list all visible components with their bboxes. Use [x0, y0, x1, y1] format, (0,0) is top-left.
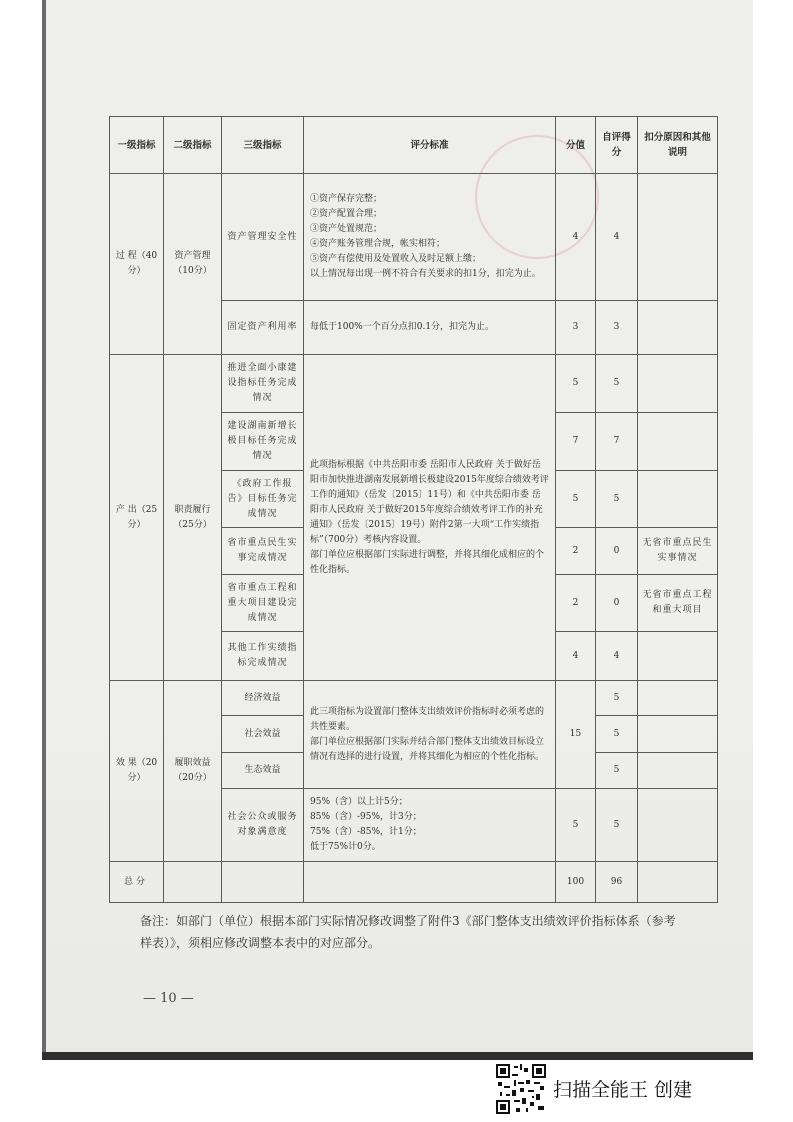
header-self-score: 自评得分 [596, 117, 638, 174]
header-level2: 二级指标 [164, 117, 222, 174]
level3-cell: 固定资产利用率 [222, 301, 304, 355]
remark-cell [638, 632, 718, 681]
empty-cell [304, 862, 556, 903]
remark-cell [638, 413, 718, 471]
self-score-cell: 5 [596, 355, 638, 413]
self-score-cell: 3 [596, 301, 638, 355]
remark-cell [638, 301, 718, 355]
self-score-cell: 5 [596, 471, 638, 528]
header-score: 分值 [556, 117, 596, 174]
table-row [110, 174, 718, 301]
criteria-cell [304, 681, 556, 789]
header-remark: 扣分原因和其他说明 [638, 117, 718, 174]
score-cell: 2 [556, 528, 596, 575]
criteria-cell: 每低于100%一个百分点扣0.1分，扣完为止。 [304, 301, 556, 355]
level1-effect: 效 果（20分） [110, 681, 164, 862]
level3-cell: 生态效益 [222, 753, 304, 789]
self-score-cell: 5 [596, 789, 638, 862]
level3-cell: 《政府工作报告》目标任务完成情况 [222, 471, 304, 528]
scanner-watermark: 扫描全能王 创建 [553, 1079, 693, 1101]
level2-duty-benefit: 履职效益（20分） [164, 681, 222, 862]
level2-duty-performance: 职责履行（25分） [164, 355, 222, 681]
level3-cell: 资产管理安全性 [222, 174, 304, 301]
footnote: 备注：如部门（单位）根据本部门实际情况修改调整了附件3《部门整体支出绩效评价指标体系（参考样表）》，须相应修改调整本表中的对应部分。 [140, 914, 676, 950]
empty-cell [164, 862, 222, 903]
remark-cell [638, 716, 718, 753]
header-row [110, 117, 718, 174]
evaluation-table [109, 116, 718, 903]
score-cell: 4 [556, 174, 596, 301]
criteria-cell [304, 355, 556, 681]
level3-cell: 其他工作实绩指标完成情况 [222, 632, 304, 681]
level3-cell: 经济效益 [222, 681, 304, 716]
level2-asset-management: 资产管理（10分） [164, 174, 222, 355]
level1-process: 过 程（40分） [110, 174, 164, 355]
self-score-cell: 0 [596, 528, 638, 575]
level3-cell: 建设湖南新增长极目标任务完成情况 [222, 413, 304, 471]
score-cell: 15 [556, 681, 596, 789]
empty-cell [222, 862, 304, 903]
scan-left-shadow [42, 0, 46, 1060]
self-score-cell: 5 [596, 716, 638, 753]
empty-cell [638, 862, 718, 903]
page-number: — 10 — [143, 991, 194, 1006]
table-row [110, 681, 718, 716]
level1-output: 产 出（25分） [110, 355, 164, 681]
total-score: 100 [556, 862, 596, 903]
header-level1: 一级指标 [110, 117, 164, 174]
criteria-text: 此三项指标为设置部门整体支出绩效评价指标时必须考虑的共性要素。 部门单位应根据部门实际并结合部门整体支出绩效目标设立情况有选择的进行设置，并将其细化为相应的个性化指标。 [310, 706, 545, 762]
qr-code-icon [496, 1064, 546, 1114]
criteria-text: ①资产保存完整； ②资产配置合理； ③资产处置规范； ④资产账务管理合规，帐实相符； ⑤资产有偿使用及处置收入及时足额上缴； 以上情况每出现一例不符合有关要求的扣1分，扣完为止。 [310, 194, 541, 279]
level3-cell: 社会公众或服务对象满意度 [222, 789, 304, 862]
total-label: 总 分 [110, 862, 164, 903]
header-level3: 三级指标 [222, 117, 304, 174]
remark-cell: 无省市重点工程和重大项目 [638, 575, 718, 632]
remark-cell [638, 753, 718, 789]
score-cell: 5 [556, 355, 596, 413]
level3-cell: 推进全面小康建设指标任务完成情况 [222, 355, 304, 413]
level3-cell: 省市重点民生实事完成情况 [222, 528, 304, 575]
self-score-cell: 4 [596, 174, 638, 301]
self-score-cell: 5 [596, 681, 638, 716]
remark-cell [638, 681, 718, 716]
remark-cell [638, 471, 718, 528]
level3-cell: 省市重点工程和重大项目建设完成情况 [222, 575, 304, 632]
header-criteria: 评分标准 [304, 117, 556, 174]
score-cell: 5 [556, 471, 596, 528]
remark-cell: 无省市重点民生实事情况 [638, 528, 718, 575]
self-score-cell: 0 [596, 575, 638, 632]
total-self-score: 96 [596, 862, 638, 903]
remark-cell [638, 174, 718, 301]
score-cell: 7 [556, 413, 596, 471]
self-score-cell: 4 [596, 632, 638, 681]
self-score-cell: 5 [596, 753, 638, 789]
score-cell: 5 [556, 789, 596, 862]
table-row [110, 355, 718, 413]
level3-cell: 社会效益 [222, 716, 304, 753]
criteria-text: 此项指标根据《中共岳阳市委 岳阳市人民政府 关于做好岳阳市加快推进湖南发展新增长极建设2015年度综合绩效考评工作的通知》（岳发〔2015〕11号）和《中共岳阳市委 岳阳市人民政府 关于做好2015年度综合绩效考评工作的补充通知》（岳发〔2015〕19号）附件2第一大项“工作实绩指标”（700分）考核内容设置。 部门单位应根据部门实际进行调整，并将其细化成相应的个性化指标。 [310, 459, 549, 575]
score-cell: 3 [556, 301, 596, 355]
criteria-cell [304, 174, 556, 301]
self-score-cell: 7 [596, 413, 638, 471]
score-cell: 2 [556, 575, 596, 632]
remark-cell [638, 789, 718, 862]
score-cell: 4 [556, 632, 596, 681]
total-row [110, 862, 718, 903]
remark-cell [638, 355, 718, 413]
criteria-cell [304, 789, 556, 862]
scan-bottom-shadow [42, 1052, 753, 1060]
criteria-text: 95%（含）以上计5分； 85%（含）-95%，计3分； 75%（含）-85%，计1分； 低于75%计0分。 [310, 797, 422, 852]
